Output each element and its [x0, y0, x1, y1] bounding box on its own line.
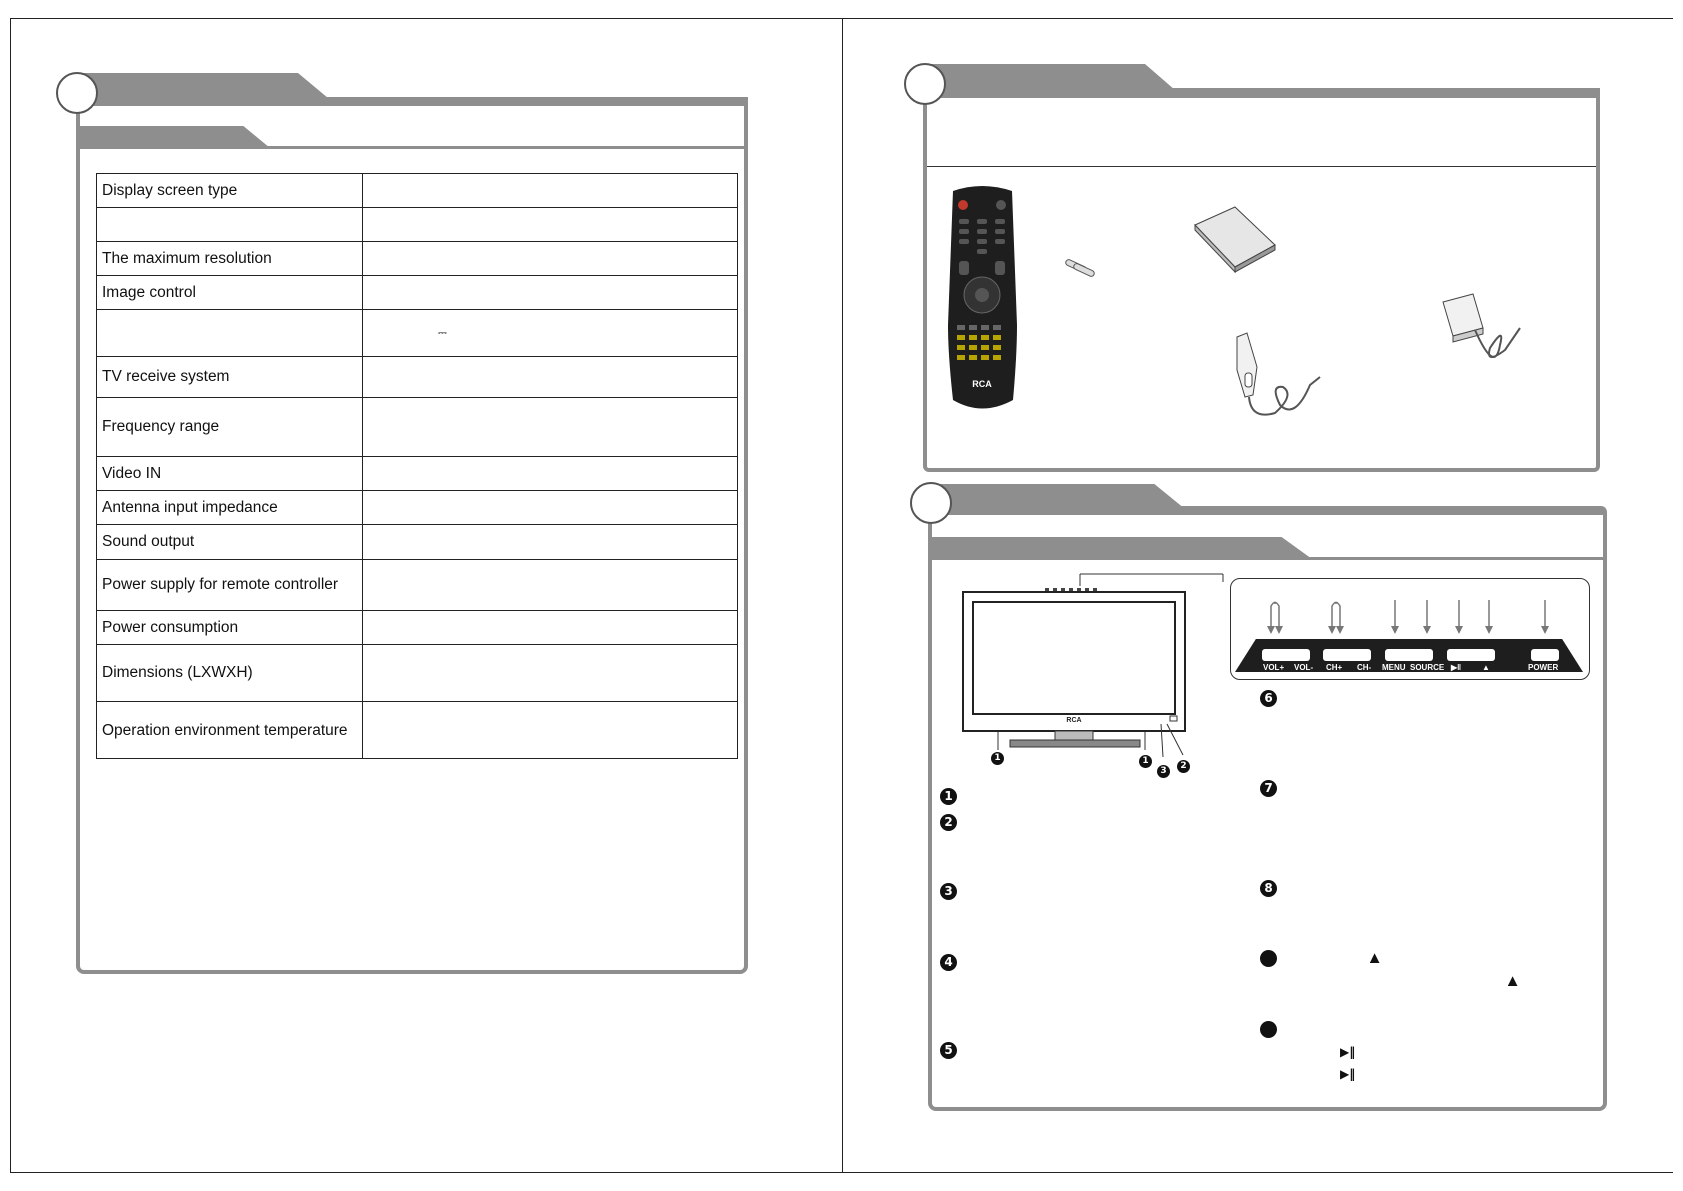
label-vol-minus: VOL- [1294, 663, 1314, 672]
label-power: POWER [1528, 663, 1559, 672]
table-row [97, 560, 738, 611]
table-row [97, 645, 738, 702]
legend-number-1: 1 [940, 788, 957, 805]
left-subheader-line [80, 146, 744, 149]
label-source: SOURCE [1410, 663, 1445, 672]
spec-value [363, 702, 738, 759]
legend-number-10 [1260, 1021, 1277, 1038]
spec-value [363, 174, 738, 208]
legend-number-7: 7 [1260, 780, 1277, 797]
legend-number-6: 6 [1260, 690, 1277, 707]
spec-label: Power supply for remote controller [97, 560, 363, 611]
left-section-circle [56, 72, 98, 114]
spec-label: Dimensions (LXWXH) [97, 645, 363, 702]
spec-label [97, 208, 363, 242]
spec-value [363, 242, 738, 276]
batteries-image [1063, 257, 1099, 281]
table-row [97, 611, 738, 645]
remote-control-image [945, 185, 1020, 417]
ch-button [1323, 649, 1371, 661]
spec-label: Power consumption [97, 611, 363, 645]
table-row [97, 491, 738, 525]
spec-label: Sound output [97, 525, 363, 560]
spec-value [363, 525, 738, 560]
table-row [97, 242, 738, 276]
spec-label: Display screen type [97, 174, 363, 208]
front-section-circle [910, 482, 952, 524]
legend-number-5: 5 [940, 1042, 957, 1059]
left-header-tab [78, 73, 328, 98]
page-border-left [10, 18, 11, 1173]
play-pause-icon: ▶‖ [1340, 1067, 1356, 1081]
table-row [97, 702, 738, 759]
manual-booklet-image [1190, 205, 1280, 275]
label-vol-plus: VOL+ [1263, 663, 1285, 672]
eject-icon: ▲ [1508, 973, 1518, 987]
spec-label: Video IN [97, 457, 363, 491]
power-button [1531, 649, 1559, 661]
spec-value [363, 560, 738, 611]
control-panel-arrows [1240, 598, 1580, 638]
spec-value [363, 276, 738, 310]
legend-number-8: 8 [1260, 880, 1277, 897]
spec-label: Operation environment temperature [97, 702, 363, 759]
menu-source-button [1385, 649, 1433, 661]
label-ch-plus: CH+ [1326, 663, 1343, 672]
spec-value [363, 398, 738, 457]
accessories-header-tab [925, 64, 1175, 90]
tv-callout-3: 3 [1157, 765, 1170, 778]
tv-brand-logo: RCA [1066, 717, 1082, 724]
spec-value [363, 357, 738, 398]
spec-label: Image control [97, 276, 363, 310]
spec-value [363, 491, 738, 525]
legend-number-3: 3 [940, 883, 957, 900]
table-row [97, 357, 738, 398]
table-row [97, 276, 738, 310]
label-play-pause: ▶‖ [1451, 663, 1462, 672]
table-row [97, 525, 738, 560]
front-subheader-line [932, 557, 1603, 560]
page-divider [842, 18, 843, 1173]
legend-number-9 [1260, 950, 1277, 967]
table-row [97, 398, 738, 457]
table-row [97, 310, 738, 357]
tv-front-image [955, 572, 1240, 782]
spec-value [363, 457, 738, 491]
spec-table [96, 173, 738, 759]
play-eject-button [1447, 649, 1495, 661]
spec-value: ⎓ [363, 310, 738, 357]
spec-value [363, 645, 738, 702]
spec-value [363, 611, 738, 645]
vol-button [1262, 649, 1310, 661]
accessories-divider [927, 166, 1596, 167]
spec-label: TV receive system [97, 357, 363, 398]
spec-value [363, 208, 738, 242]
table-row [97, 174, 738, 208]
spec-label [97, 310, 363, 357]
spec-label: Frequency range [97, 398, 363, 457]
label-menu: MENU [1382, 663, 1406, 672]
label-ch-minus: CH- [1357, 663, 1372, 672]
spec-label: Antenna input impedance [97, 491, 363, 525]
table-row [97, 457, 738, 491]
ac-adapter-image [1435, 290, 1525, 375]
car-adapter-image [1225, 325, 1335, 430]
table-row [97, 208, 738, 242]
legend-number-4: 4 [940, 954, 957, 971]
tv-callout-1-left: 1 [991, 752, 1004, 765]
tv-callout-1-right: 1 [1139, 755, 1152, 768]
play-pause-icon: ▶‖ [1340, 1045, 1356, 1059]
spec-label: The maximum resolution [97, 242, 363, 276]
front-subheader-tab [932, 537, 1312, 559]
legend-number-2: 2 [940, 814, 957, 831]
accessories-section-circle [904, 63, 946, 105]
tv-callout-2: 2 [1177, 760, 1190, 773]
eject-icon: ▲ [1370, 950, 1380, 964]
label-eject: ▲ [1482, 663, 1490, 672]
left-subheader-tab [80, 126, 270, 148]
remote-brand-logo: RCA [972, 379, 992, 389]
